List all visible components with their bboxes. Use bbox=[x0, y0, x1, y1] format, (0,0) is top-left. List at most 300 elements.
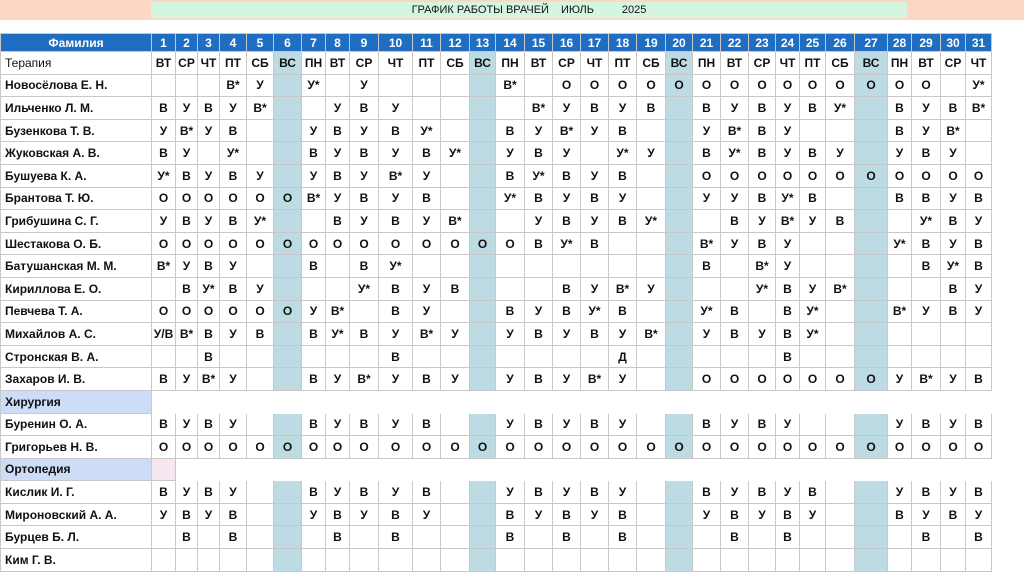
schedule-cell[interactable]: О bbox=[888, 74, 912, 97]
schedule-cell[interactable]: В bbox=[776, 300, 800, 323]
schedule-cell[interactable]: О bbox=[721, 74, 749, 97]
day-header-3[interactable]: 3 bbox=[198, 34, 220, 52]
doctor-name[interactable]: Ильченко Л. М. bbox=[1, 97, 152, 120]
schedule-cell[interactable]: В bbox=[198, 255, 220, 278]
schedule-cell[interactable] bbox=[637, 413, 666, 436]
schedule-cell[interactable]: У bbox=[525, 503, 553, 526]
schedule-cell[interactable]: У bbox=[776, 142, 800, 165]
schedule-cell[interactable]: В bbox=[220, 119, 247, 142]
schedule-cell[interactable]: В bbox=[912, 142, 941, 165]
schedule-cell[interactable] bbox=[176, 549, 198, 572]
schedule-cell[interactable]: У bbox=[693, 119, 721, 142]
day-header-26[interactable]: 26 bbox=[826, 34, 855, 52]
day-header-4[interactable]: 4 bbox=[220, 34, 247, 52]
schedule-cell[interactable]: О bbox=[302, 436, 326, 459]
weekday-cell[interactable]: ПТ bbox=[800, 52, 826, 75]
schedule-cell[interactable]: В bbox=[198, 97, 220, 120]
schedule-cell[interactable]: У bbox=[826, 142, 855, 165]
schedule-cell[interactable]: У* bbox=[721, 142, 749, 165]
schedule-cell[interactable] bbox=[198, 549, 220, 572]
schedule-cell[interactable] bbox=[350, 526, 379, 549]
schedule-cell[interactable] bbox=[220, 345, 247, 368]
schedule-cell[interactable]: В bbox=[553, 277, 581, 300]
doctor-name[interactable]: Захаров И. В. bbox=[1, 368, 152, 391]
schedule-cell[interactable]: В bbox=[888, 97, 912, 120]
schedule-cell[interactable]: У bbox=[350, 74, 379, 97]
schedule-cell[interactable] bbox=[966, 323, 992, 346]
schedule-cell[interactable]: У bbox=[220, 255, 247, 278]
schedule-cell[interactable]: В bbox=[609, 503, 637, 526]
schedule-cell[interactable]: В bbox=[350, 142, 379, 165]
schedule-cell[interactable]: У bbox=[941, 413, 966, 436]
schedule-cell[interactable] bbox=[941, 549, 966, 572]
schedule-cell[interactable]: В bbox=[800, 187, 826, 210]
schedule-cell[interactable]: У bbox=[220, 368, 247, 391]
schedule-cell[interactable] bbox=[441, 164, 470, 187]
schedule-cell[interactable] bbox=[441, 187, 470, 210]
schedule-cell[interactable]: В bbox=[152, 97, 176, 120]
schedule-cell[interactable] bbox=[693, 210, 721, 233]
schedule-cell[interactable] bbox=[470, 142, 496, 165]
schedule-cell[interactable]: В bbox=[888, 119, 912, 142]
schedule-cell[interactable] bbox=[470, 368, 496, 391]
schedule-cell[interactable]: В bbox=[350, 481, 379, 504]
schedule-cell[interactable]: У* bbox=[496, 187, 525, 210]
schedule-cell[interactable] bbox=[637, 300, 666, 323]
schedule-cell[interactable]: У bbox=[693, 187, 721, 210]
schedule-cell[interactable]: В bbox=[413, 413, 441, 436]
weekday-cell[interactable]: СР bbox=[553, 52, 581, 75]
schedule-cell[interactable]: У bbox=[776, 119, 800, 142]
schedule-cell[interactable] bbox=[274, 526, 302, 549]
schedule-cell[interactable]: В bbox=[941, 277, 966, 300]
doctor-name[interactable]: Певчева Т. А. bbox=[1, 300, 152, 323]
schedule-cell[interactable]: У bbox=[776, 232, 800, 255]
schedule-cell[interactable]: У bbox=[350, 164, 379, 187]
schedule-cell[interactable]: О bbox=[826, 436, 855, 459]
schedule-cell[interactable] bbox=[637, 503, 666, 526]
schedule-cell[interactable] bbox=[496, 97, 525, 120]
schedule-cell[interactable] bbox=[888, 526, 912, 549]
schedule-cell[interactable]: У bbox=[198, 164, 220, 187]
section-fill[interactable] bbox=[176, 458, 992, 481]
schedule-cell[interactable]: В bbox=[966, 368, 992, 391]
schedule-cell[interactable]: В* bbox=[496, 74, 525, 97]
schedule-cell[interactable]: В bbox=[350, 413, 379, 436]
schedule-cell[interactable] bbox=[525, 255, 553, 278]
schedule-cell[interactable]: У* bbox=[152, 164, 176, 187]
schedule-cell[interactable]: В bbox=[326, 503, 350, 526]
day-header-31[interactable]: 31 bbox=[966, 34, 992, 52]
schedule-cell[interactable] bbox=[413, 526, 441, 549]
schedule-cell[interactable] bbox=[609, 549, 637, 572]
schedule-cell[interactable] bbox=[274, 74, 302, 97]
schedule-cell[interactable]: В bbox=[525, 323, 553, 346]
schedule-cell[interactable] bbox=[888, 345, 912, 368]
schedule-cell[interactable] bbox=[441, 300, 470, 323]
schedule-cell[interactable]: О bbox=[855, 74, 888, 97]
schedule-cell[interactable]: В bbox=[966, 526, 992, 549]
schedule-cell[interactable]: У* bbox=[776, 187, 800, 210]
schedule-cell[interactable] bbox=[441, 345, 470, 368]
schedule-cell[interactable]: О bbox=[302, 232, 326, 255]
schedule-cell[interactable]: В bbox=[826, 210, 855, 233]
schedule-cell[interactable] bbox=[826, 119, 855, 142]
schedule-cell[interactable] bbox=[800, 255, 826, 278]
schedule-cell[interactable]: У bbox=[721, 232, 749, 255]
schedule-cell[interactable]: О bbox=[379, 436, 413, 459]
schedule-cell[interactable]: У bbox=[776, 481, 800, 504]
schedule-cell[interactable] bbox=[152, 345, 176, 368]
schedule-cell[interactable]: В bbox=[721, 323, 749, 346]
schedule-cell[interactable]: О bbox=[749, 436, 776, 459]
schedule-cell[interactable] bbox=[855, 142, 888, 165]
schedule-cell[interactable] bbox=[198, 74, 220, 97]
schedule-cell[interactable] bbox=[800, 232, 826, 255]
schedule-cell[interactable] bbox=[302, 345, 326, 368]
schedule-cell[interactable]: В bbox=[776, 323, 800, 346]
schedule-cell[interactable]: В bbox=[326, 164, 350, 187]
schedule-cell[interactable]: О bbox=[326, 436, 350, 459]
name-column-header[interactable]: Фамилия bbox=[1, 34, 152, 52]
schedule-cell[interactable]: О bbox=[855, 164, 888, 187]
day-header-20[interactable]: 20 bbox=[666, 34, 693, 52]
schedule-cell[interactable]: В bbox=[749, 481, 776, 504]
schedule-cell[interactable]: В bbox=[247, 323, 274, 346]
schedule-cell[interactable] bbox=[666, 210, 693, 233]
schedule-cell[interactable] bbox=[800, 549, 826, 572]
schedule-cell[interactable] bbox=[855, 232, 888, 255]
doctor-name[interactable]: Грибушина С. Г. bbox=[1, 210, 152, 233]
schedule-cell[interactable] bbox=[496, 255, 525, 278]
schedule-cell[interactable]: О bbox=[220, 232, 247, 255]
schedule-cell[interactable]: В bbox=[912, 481, 941, 504]
schedule-cell[interactable]: У bbox=[247, 74, 274, 97]
schedule-cell[interactable] bbox=[855, 210, 888, 233]
day-header-17[interactable]: 17 bbox=[581, 34, 609, 52]
schedule-cell[interactable]: У bbox=[247, 277, 274, 300]
schedule-cell[interactable]: О bbox=[220, 300, 247, 323]
schedule-cell[interactable] bbox=[637, 368, 666, 391]
schedule-cell[interactable] bbox=[800, 119, 826, 142]
schedule-cell[interactable] bbox=[800, 345, 826, 368]
schedule-cell[interactable]: О bbox=[496, 436, 525, 459]
schedule-cell[interactable] bbox=[826, 481, 855, 504]
schedule-cell[interactable]: В bbox=[800, 97, 826, 120]
schedule-cell[interactable]: У bbox=[693, 503, 721, 526]
schedule-cell[interactable]: О bbox=[553, 74, 581, 97]
day-header-10[interactable]: 10 bbox=[379, 34, 413, 52]
schedule-cell[interactable]: В bbox=[581, 187, 609, 210]
day-header-9[interactable]: 9 bbox=[350, 34, 379, 52]
schedule-cell[interactable] bbox=[496, 277, 525, 300]
schedule-cell[interactable]: У* bbox=[198, 277, 220, 300]
schedule-cell[interactable] bbox=[826, 345, 855, 368]
weekday-cell[interactable]: ЧТ bbox=[198, 52, 220, 75]
schedule-cell[interactable]: В* bbox=[220, 74, 247, 97]
schedule-cell[interactable] bbox=[496, 210, 525, 233]
weekday-cell[interactable]: ПН bbox=[888, 52, 912, 75]
schedule-cell[interactable] bbox=[855, 277, 888, 300]
schedule-cell[interactable] bbox=[666, 187, 693, 210]
schedule-cell[interactable]: В* bbox=[912, 368, 941, 391]
schedule-cell[interactable] bbox=[247, 345, 274, 368]
schedule-cell[interactable]: У bbox=[553, 368, 581, 391]
schedule-cell[interactable] bbox=[637, 345, 666, 368]
schedule-cell[interactable]: У bbox=[609, 97, 637, 120]
schedule-cell[interactable] bbox=[274, 210, 302, 233]
schedule-cell[interactable]: У bbox=[721, 481, 749, 504]
schedule-cell[interactable] bbox=[666, 345, 693, 368]
schedule-cell[interactable]: В* bbox=[176, 119, 198, 142]
schedule-cell[interactable]: У* bbox=[326, 323, 350, 346]
schedule-cell[interactable] bbox=[888, 549, 912, 572]
schedule-cell[interactable] bbox=[302, 97, 326, 120]
schedule-cell[interactable] bbox=[247, 526, 274, 549]
schedule-cell[interactable]: В bbox=[176, 526, 198, 549]
schedule-cell[interactable]: У bbox=[176, 255, 198, 278]
schedule-cell[interactable] bbox=[247, 413, 274, 436]
section-name[interactable]: Терапия bbox=[1, 52, 152, 75]
doctor-name[interactable]: Ким Г. В. bbox=[1, 549, 152, 572]
schedule-cell[interactable] bbox=[581, 549, 609, 572]
schedule-cell[interactable] bbox=[855, 97, 888, 120]
schedule-cell[interactable] bbox=[609, 255, 637, 278]
schedule-cell[interactable]: У bbox=[152, 503, 176, 526]
schedule-cell[interactable] bbox=[800, 413, 826, 436]
schedule-cell[interactable]: У bbox=[581, 119, 609, 142]
schedule-cell[interactable]: У bbox=[496, 481, 525, 504]
schedule-cell[interactable] bbox=[274, 255, 302, 278]
schedule-cell[interactable]: В bbox=[413, 481, 441, 504]
schedule-cell[interactable]: У* bbox=[302, 74, 326, 97]
schedule-cell[interactable] bbox=[749, 549, 776, 572]
schedule-cell[interactable]: О bbox=[776, 436, 800, 459]
schedule-cell[interactable] bbox=[855, 413, 888, 436]
schedule-cell[interactable]: О bbox=[152, 232, 176, 255]
schedule-cell[interactable]: О bbox=[776, 74, 800, 97]
schedule-cell[interactable]: У bbox=[800, 277, 826, 300]
schedule-cell[interactable]: О bbox=[350, 232, 379, 255]
schedule-cell[interactable] bbox=[441, 119, 470, 142]
schedule-cell[interactable]: В bbox=[693, 97, 721, 120]
schedule-cell[interactable]: В bbox=[637, 97, 666, 120]
schedule-cell[interactable] bbox=[912, 345, 941, 368]
schedule-cell[interactable] bbox=[350, 345, 379, 368]
schedule-cell[interactable] bbox=[637, 549, 666, 572]
schedule-cell[interactable] bbox=[855, 503, 888, 526]
doctor-name[interactable]: Новосёлова Е. Н. bbox=[1, 74, 152, 97]
schedule-cell[interactable]: У bbox=[176, 481, 198, 504]
schedule-cell[interactable]: В bbox=[198, 481, 220, 504]
schedule-cell[interactable]: У bbox=[553, 142, 581, 165]
schedule-cell[interactable]: В* bbox=[326, 300, 350, 323]
schedule-cell[interactable]: В bbox=[966, 187, 992, 210]
schedule-cell[interactable] bbox=[496, 345, 525, 368]
schedule-cell[interactable] bbox=[888, 255, 912, 278]
schedule-cell[interactable] bbox=[470, 345, 496, 368]
weekday-cell[interactable]: ПН bbox=[693, 52, 721, 75]
schedule-cell[interactable] bbox=[666, 323, 693, 346]
schedule-cell[interactable]: О bbox=[721, 164, 749, 187]
doctor-name[interactable]: Мироновский А. А. bbox=[1, 503, 152, 526]
schedule-cell[interactable]: В bbox=[525, 368, 553, 391]
schedule-cell[interactable] bbox=[826, 503, 855, 526]
schedule-cell[interactable]: У bbox=[581, 164, 609, 187]
schedule-cell[interactable] bbox=[413, 549, 441, 572]
schedule-cell[interactable]: В bbox=[581, 323, 609, 346]
schedule-cell[interactable]: О bbox=[637, 436, 666, 459]
schedule-cell[interactable]: О bbox=[800, 164, 826, 187]
schedule-cell[interactable]: У bbox=[553, 413, 581, 436]
schedule-cell[interactable] bbox=[966, 345, 992, 368]
section-name[interactable]: Ортопедия bbox=[1, 458, 152, 481]
schedule-cell[interactable] bbox=[247, 142, 274, 165]
schedule-cell[interactable]: В bbox=[302, 481, 326, 504]
schedule-cell[interactable]: О bbox=[855, 436, 888, 459]
schedule-cell[interactable]: У bbox=[152, 210, 176, 233]
schedule-cell[interactable] bbox=[525, 526, 553, 549]
schedule-cell[interactable]: О bbox=[693, 368, 721, 391]
schedule-cell[interactable]: У* bbox=[525, 164, 553, 187]
schedule-cell[interactable] bbox=[666, 97, 693, 120]
schedule-cell[interactable]: О bbox=[274, 232, 302, 255]
schedule-cell[interactable]: У* bbox=[609, 142, 637, 165]
schedule-cell[interactable]: У bbox=[379, 413, 413, 436]
schedule-cell[interactable] bbox=[274, 323, 302, 346]
schedule-cell[interactable]: У bbox=[350, 210, 379, 233]
schedule-cell[interactable] bbox=[274, 413, 302, 436]
schedule-cell[interactable]: О bbox=[826, 164, 855, 187]
schedule-cell[interactable]: У bbox=[379, 142, 413, 165]
schedule-cell[interactable] bbox=[855, 187, 888, 210]
schedule-cell[interactable]: В bbox=[176, 503, 198, 526]
schedule-cell[interactable] bbox=[470, 503, 496, 526]
weekday-cell[interactable]: СР bbox=[176, 52, 198, 75]
schedule-cell[interactable] bbox=[637, 526, 666, 549]
schedule-cell[interactable]: О bbox=[912, 164, 941, 187]
schedule-cell[interactable]: У bbox=[637, 142, 666, 165]
schedule-cell[interactable]: У bbox=[941, 142, 966, 165]
schedule-cell[interactable]: В bbox=[912, 526, 941, 549]
schedule-cell[interactable] bbox=[637, 187, 666, 210]
schedule-cell[interactable] bbox=[666, 481, 693, 504]
schedule-cell[interactable]: О bbox=[855, 368, 888, 391]
weekday-cell[interactable]: ПН bbox=[496, 52, 525, 75]
schedule-cell[interactable]: В bbox=[379, 345, 413, 368]
schedule-cell[interactable]: В* bbox=[693, 232, 721, 255]
schedule-cell[interactable] bbox=[609, 232, 637, 255]
schedule-cell[interactable]: В bbox=[350, 255, 379, 278]
schedule-cell[interactable] bbox=[581, 142, 609, 165]
schedule-cell[interactable] bbox=[637, 232, 666, 255]
schedule-cell[interactable]: В bbox=[379, 526, 413, 549]
schedule-cell[interactable]: В bbox=[749, 142, 776, 165]
schedule-cell[interactable] bbox=[855, 300, 888, 323]
day-header-18[interactable]: 18 bbox=[609, 34, 637, 52]
schedule-cell[interactable]: В bbox=[198, 413, 220, 436]
schedule-cell[interactable]: В* bbox=[776, 210, 800, 233]
schedule-cell[interactable]: О bbox=[912, 436, 941, 459]
schedule-cell[interactable] bbox=[666, 142, 693, 165]
schedule-cell[interactable] bbox=[721, 345, 749, 368]
schedule-cell[interactable]: У* bbox=[553, 232, 581, 255]
schedule-cell[interactable] bbox=[826, 232, 855, 255]
schedule-cell[interactable] bbox=[302, 526, 326, 549]
schedule-cell[interactable] bbox=[441, 74, 470, 97]
schedule-cell[interactable]: У bbox=[220, 97, 247, 120]
schedule-cell[interactable]: У* bbox=[413, 119, 441, 142]
schedule-cell[interactable] bbox=[749, 526, 776, 549]
day-header-7[interactable]: 7 bbox=[302, 34, 326, 52]
schedule-cell[interactable] bbox=[470, 74, 496, 97]
schedule-cell[interactable] bbox=[198, 526, 220, 549]
weekday-cell[interactable]: ВТ bbox=[152, 52, 176, 75]
schedule-cell[interactable] bbox=[581, 255, 609, 278]
schedule-cell[interactable] bbox=[855, 526, 888, 549]
schedule-cell[interactable]: В* bbox=[637, 323, 666, 346]
schedule-cell[interactable]: О bbox=[274, 436, 302, 459]
schedule-cell[interactable] bbox=[888, 210, 912, 233]
schedule-cell[interactable]: В* bbox=[152, 255, 176, 278]
doctor-name[interactable]: Жуковская А. В. bbox=[1, 142, 152, 165]
schedule-cell[interactable]: У bbox=[302, 300, 326, 323]
schedule-cell[interactable]: В bbox=[379, 503, 413, 526]
schedule-cell[interactable] bbox=[302, 210, 326, 233]
schedule-cell[interactable] bbox=[152, 549, 176, 572]
schedule-cell[interactable]: У bbox=[553, 97, 581, 120]
schedule-cell[interactable]: У bbox=[941, 187, 966, 210]
schedule-cell[interactable]: У bbox=[553, 481, 581, 504]
schedule-cell[interactable]: В bbox=[609, 210, 637, 233]
schedule-cell[interactable] bbox=[855, 345, 888, 368]
schedule-cell[interactable]: У bbox=[966, 300, 992, 323]
schedule-cell[interactable]: В bbox=[749, 97, 776, 120]
schedule-cell[interactable]: У bbox=[220, 413, 247, 436]
schedule-cell[interactable]: О bbox=[666, 74, 693, 97]
schedule-cell[interactable] bbox=[413, 345, 441, 368]
weekday-cell[interactable]: ВТ bbox=[912, 52, 941, 75]
schedule-cell[interactable] bbox=[470, 300, 496, 323]
schedule-cell[interactable] bbox=[496, 549, 525, 572]
schedule-cell[interactable]: У bbox=[220, 323, 247, 346]
schedule-cell[interactable] bbox=[470, 187, 496, 210]
schedule-cell[interactable] bbox=[826, 526, 855, 549]
schedule-cell[interactable]: В bbox=[609, 526, 637, 549]
schedule-cell[interactable]: У bbox=[413, 210, 441, 233]
day-header-22[interactable]: 22 bbox=[721, 34, 749, 52]
schedule-cell[interactable]: У bbox=[912, 97, 941, 120]
schedule-cell[interactable] bbox=[247, 255, 274, 278]
schedule-cell[interactable]: У bbox=[379, 481, 413, 504]
schedule-cell[interactable] bbox=[826, 323, 855, 346]
schedule-cell[interactable] bbox=[826, 255, 855, 278]
schedule-cell[interactable]: О bbox=[826, 74, 855, 97]
schedule-cell[interactable]: В* bbox=[826, 277, 855, 300]
weekday-cell[interactable]: ЧТ bbox=[379, 52, 413, 75]
day-header-11[interactable]: 11 bbox=[413, 34, 441, 52]
weekday-cell[interactable]: ВС bbox=[274, 52, 302, 75]
schedule-cell[interactable] bbox=[274, 164, 302, 187]
schedule-cell[interactable]: О bbox=[776, 368, 800, 391]
weekday-cell[interactable]: ВС bbox=[470, 52, 496, 75]
schedule-cell[interactable] bbox=[441, 481, 470, 504]
schedule-cell[interactable] bbox=[693, 549, 721, 572]
schedule-cell[interactable]: У* bbox=[350, 277, 379, 300]
schedule-cell[interactable] bbox=[666, 232, 693, 255]
schedule-cell[interactable]: У bbox=[941, 481, 966, 504]
schedule-cell[interactable]: У bbox=[553, 323, 581, 346]
